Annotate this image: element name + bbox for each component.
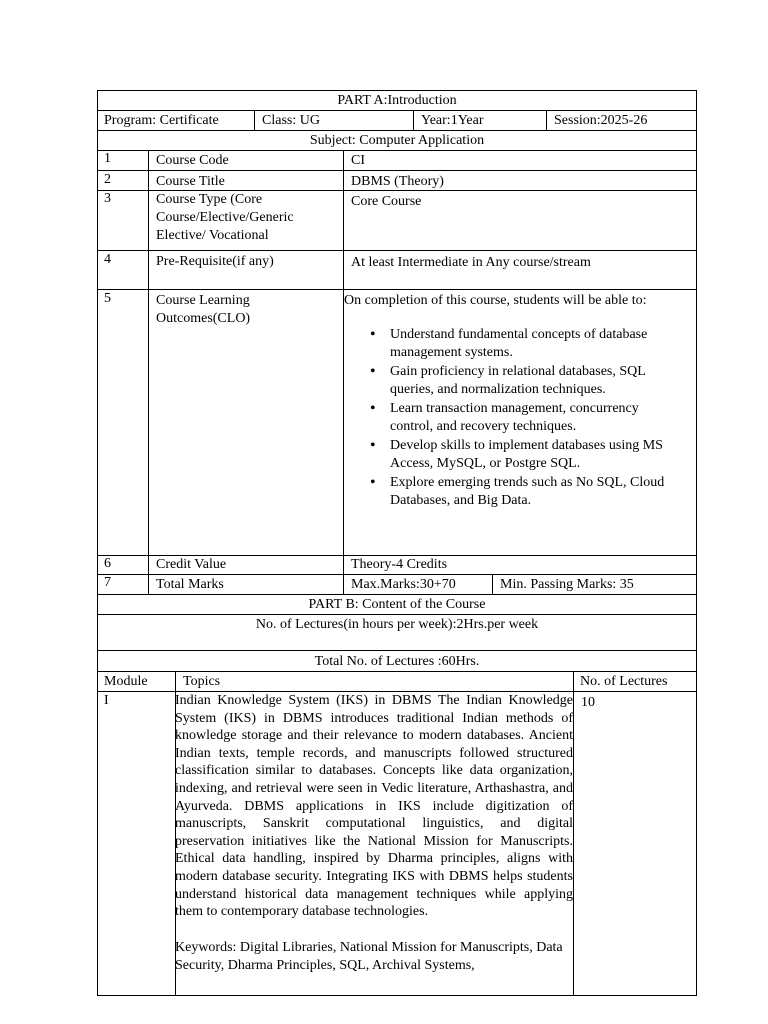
course-type-label-line-1: Course Type (Core: [156, 192, 263, 207]
module-number: I: [104, 693, 109, 708]
module-i-cell: [97, 691, 176, 996]
row-4-num: 4: [104, 252, 111, 267]
total-lectures: Total No. of Lectures :60Hrs.: [314, 654, 480, 669]
class-text: Class: UG: [262, 113, 320, 128]
row-1-num: 1: [104, 151, 111, 166]
module-topic-description: [175, 692, 573, 921]
clo-item: • Develop skills to implement databases using MS Access, MySQL, or Postgre SQL.: [370, 437, 670, 473]
topics-header: Topics: [183, 674, 221, 689]
row-2-num: 2: [104, 172, 111, 187]
clo-intro: On completion of this course, students will be able to:: [344, 293, 647, 308]
row-5-num-cell: [97, 289, 149, 556]
session-text: Session:2025-26: [554, 113, 648, 128]
clo-item: • Gain proficiency in relational databases, SQL queries, and normalization techniques.: [370, 363, 670, 399]
clo-item: • Explore emerging trends such as No SQL, Cloud Databases, and Big Data.: [370, 474, 670, 510]
min-passing-marks: Min. Passing Marks: 35: [500, 577, 634, 592]
row-6-num: 6: [104, 556, 111, 571]
course-type-label-line-2: Course/Elective/Generic: [156, 210, 294, 225]
topics-header-cell: [175, 671, 574, 692]
clo-item: • Learn transaction management, concurrency control, and recovery techniques.: [370, 400, 670, 436]
clo-label-line-2: Outcomes(CLO): [156, 311, 251, 326]
prerequisite-value: At least Intermediate in Any course/stream: [351, 255, 591, 270]
row-7-num: 7: [104, 575, 111, 590]
max-marks-value: Max.Marks:30+70: [351, 577, 456, 592]
module-keywords: Keywords: Digital Libraries, National Mission for Manuscripts, Data Security, Dharma Principles, SQL, Archival Systems,: [175, 940, 563, 973]
program-text: Program: Certificate: [104, 113, 219, 128]
clo-list: [370, 326, 670, 511]
module-lectures-count: 10: [581, 695, 595, 710]
subject-text: Subject: Computer Application: [309, 133, 485, 148]
prerequisite-label: Pre-Requisite(if any): [156, 254, 274, 269]
course-title-label: Course Title: [156, 174, 225, 189]
row-3-num: 3: [104, 191, 111, 206]
part-a-title: PART A:Introduction: [337, 93, 457, 108]
year-text: Year:1Year: [421, 113, 484, 128]
credit-value: Theory-4 Credits: [351, 557, 448, 572]
course-type-label-line-3: Elective/ Vocational: [156, 228, 269, 243]
credit-value-label: Credit Value: [156, 557, 227, 572]
row-5-label-cell: [148, 289, 344, 556]
row-1-value-cell: [343, 150, 697, 171]
module-topic-text: Indian Knowledge System (IKS) in DBMS The Indian Knowledge System (IKS) in DBMS introduces traditional Indian methods of knowledge storage and their relevance to modern databases. Ancient Indian texts, temple records, and manuscripts followed structured classification similar to databases. Concepts like data organization, indexing, and retrieval were seen in Vedic literature, Arthashastra, and Ayurveda. DBMS applications in IKS include digitization of manuscripts, Sanskrit computational linguistics, and digital preservation initiatives like the National Mission for Manuscripts. Ethical data handling, inspired by Dharma principles, aligns with modern database security. Integrating IKS with DBMS helps students understand historical data management techniques while applying them to contemporary database technologies.: [175, 693, 573, 920]
course-title-value: DBMS (Theory): [351, 174, 444, 189]
module-i-lectures-cell: [573, 691, 697, 996]
part-b-title: PART B: Content of the Course: [308, 597, 486, 612]
clo-label-line-1: Course Learning: [156, 293, 250, 308]
clo-item: • Understand fundamental concepts of database management systems.: [370, 326, 670, 362]
total-marks-label: Total Marks: [156, 577, 224, 592]
row-5-num: 5: [104, 291, 111, 306]
lectures-per-week: No. of Lectures(in hours per week):2Hrs.per week: [255, 617, 539, 632]
course-type-value: Core Course: [351, 194, 422, 209]
lectures-header: No. of Lectures: [580, 674, 668, 689]
module-header: Module: [104, 674, 148, 689]
course-code-value: CI: [351, 153, 365, 168]
course-code-label: Course Code: [156, 153, 229, 168]
